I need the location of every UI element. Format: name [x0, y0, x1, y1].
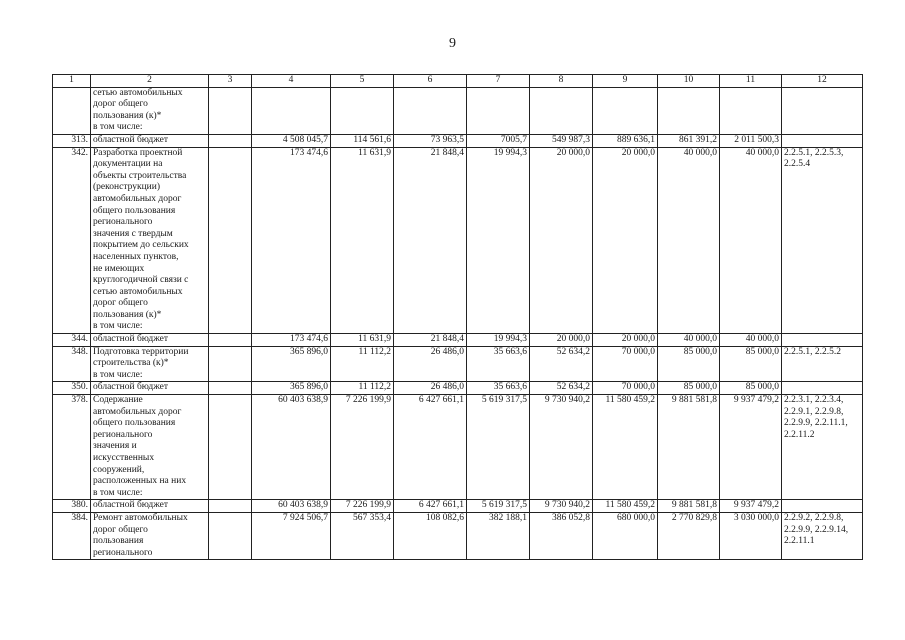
header-cell: 10	[658, 75, 720, 88]
header-cell: 2	[91, 75, 209, 88]
row-name-cell: Содержание автомобильных дорог общего пользования регионального значения и искусственных сооружений, расположенных на них в том числе:	[91, 395, 209, 500]
value-cell: 7005,7	[467, 134, 530, 147]
value-cell: 11 631,9	[331, 334, 394, 347]
row-index-cell: 380.	[53, 500, 91, 513]
empty-cell	[209, 87, 252, 134]
header-cell: 12	[782, 75, 863, 88]
value-cell: 11 112,2	[331, 382, 394, 395]
table-row	[53, 500, 863, 513]
header-cell: 3	[209, 75, 252, 88]
header-cell: 1	[53, 75, 91, 88]
row-index-cell	[53, 87, 91, 134]
value-cell: 35 663,6	[467, 382, 530, 395]
empty-cell	[209, 512, 252, 559]
value-cell: 386 052,8	[530, 512, 593, 559]
row-name-cell: Ремонт автомобильных дорог общего пользования регионального	[91, 512, 209, 559]
header-cell: 8	[530, 75, 593, 88]
value-cell	[658, 87, 720, 134]
value-cell: 5 619 317,5	[467, 500, 530, 513]
header-cell: 11	[720, 75, 782, 88]
reference-cell	[782, 500, 863, 513]
value-cell: 889 636,1	[593, 134, 658, 147]
row-name-cell: областной бюджет	[91, 500, 209, 513]
value-cell: 40 000,0	[658, 334, 720, 347]
value-cell	[530, 87, 593, 134]
value-cell: 108 082,6	[394, 512, 467, 559]
empty-cell	[209, 395, 252, 500]
value-cell: 40 000,0	[720, 334, 782, 347]
value-cell: 2 770 829,8	[658, 512, 720, 559]
header-cell: 4	[252, 75, 331, 88]
value-cell: 11 631,9	[331, 147, 394, 334]
table-row	[53, 382, 863, 395]
reference-cell: 2.2.3.1, 2.2.3.4, 2.2.9.1, 2.2.9.8, 2.2.9.9, 2.2.11.1, 2.2.11.2	[782, 395, 863, 500]
value-cell: 70 000,0	[593, 382, 658, 395]
value-cell: 40 000,0	[720, 147, 782, 334]
table-row	[53, 395, 863, 500]
page-number: 9	[449, 36, 456, 51]
value-cell: 60 403 638,9	[252, 500, 331, 513]
value-cell	[252, 87, 331, 134]
value-cell: 11 112,2	[331, 346, 394, 382]
row-name-cell: Подготовка территории строительства (к)* в том числе:	[91, 346, 209, 382]
value-cell: 114 561,6	[331, 134, 394, 147]
row-index-cell: 350.	[53, 382, 91, 395]
value-cell: 4 508 045,7	[252, 134, 331, 147]
value-cell: 3 030 000,0	[720, 512, 782, 559]
value-cell: 20 000,0	[593, 334, 658, 347]
reference-cell	[782, 134, 863, 147]
value-cell: 19 994,3	[467, 334, 530, 347]
value-cell: 6 427 661,1	[394, 395, 467, 500]
budget-table	[52, 74, 863, 560]
value-cell: 7 924 506,7	[252, 512, 331, 559]
row-name-cell: областной бюджет	[91, 334, 209, 347]
value-cell: 19 994,3	[467, 147, 530, 334]
empty-cell	[209, 134, 252, 147]
table-row	[53, 87, 863, 134]
reference-cell	[782, 334, 863, 347]
value-cell: 382 188,1	[467, 512, 530, 559]
value-cell: 85 000,0	[658, 382, 720, 395]
value-cell: 85 000,0	[658, 346, 720, 382]
row-index-cell: 348.	[53, 346, 91, 382]
table-body	[53, 75, 863, 560]
value-cell: 365 896,0	[252, 382, 331, 395]
value-cell	[394, 87, 467, 134]
table-row	[53, 334, 863, 347]
value-cell: 35 663,6	[467, 346, 530, 382]
header-row	[53, 75, 863, 88]
value-cell: 173 474,6	[252, 147, 331, 334]
value-cell: 26 486,0	[394, 382, 467, 395]
value-cell: 365 896,0	[252, 346, 331, 382]
empty-cell	[209, 346, 252, 382]
value-cell: 6 427 661,1	[394, 500, 467, 513]
value-cell: 9 730 940,2	[530, 500, 593, 513]
value-cell: 680 000,0	[593, 512, 658, 559]
empty-cell	[209, 500, 252, 513]
row-index-cell: 344.	[53, 334, 91, 347]
reference-cell: 2.2.5.1, 2.2.5.2	[782, 346, 863, 382]
row-name-cell: Разработка проектной документации на объекты строительства (реконструкции) автомобильных дорог общего пользования регионального значения с твердым покрытием до сельских населенных пунктов, не имеющих круглогодичной связи с сетью автомобильных дорог общего пользования (к)* в том числе:	[91, 147, 209, 334]
reference-cell: 2.2.9.2, 2.2.9.8, 2.2.9.9, 2.2.9.14, 2.2.11.1	[782, 512, 863, 559]
value-cell: 9 881 581,8	[658, 500, 720, 513]
value-cell: 11 580 459,2	[593, 395, 658, 500]
value-cell: 52 634,2	[530, 346, 593, 382]
reference-cell	[782, 382, 863, 395]
empty-cell	[209, 334, 252, 347]
value-cell	[331, 87, 394, 134]
value-cell: 40 000,0	[658, 147, 720, 334]
reference-cell: 2.2.5.1, 2.2.5.3, 2.2.5.4	[782, 147, 863, 334]
table-row	[53, 512, 863, 559]
value-cell: 60 403 638,9	[252, 395, 331, 500]
value-cell: 26 486,0	[394, 346, 467, 382]
header-cell: 6	[394, 75, 467, 88]
value-cell: 9 730 940,2	[530, 395, 593, 500]
row-index-cell: 378.	[53, 395, 91, 500]
empty-cell	[209, 382, 252, 395]
value-cell: 9 937 479,2	[720, 395, 782, 500]
header-cell: 5	[331, 75, 394, 88]
value-cell: 70 000,0	[593, 346, 658, 382]
value-cell: 85 000,0	[720, 346, 782, 382]
header-cell: 7	[467, 75, 530, 88]
row-name-cell: областной бюджет	[91, 382, 209, 395]
row-index-cell: 384.	[53, 512, 91, 559]
value-cell: 11 580 459,2	[593, 500, 658, 513]
row-name-cell: областной бюджет	[91, 134, 209, 147]
value-cell: 20 000,0	[593, 147, 658, 334]
row-index-cell: 313.	[53, 134, 91, 147]
value-cell: 20 000,0	[530, 334, 593, 347]
value-cell: 549 987,3	[530, 134, 593, 147]
value-cell: 21 848,4	[394, 334, 467, 347]
table-row	[53, 346, 863, 382]
value-cell: 73 963,5	[394, 134, 467, 147]
value-cell	[720, 87, 782, 134]
value-cell	[467, 87, 530, 134]
value-cell: 567 353,4	[331, 512, 394, 559]
table-row	[53, 147, 863, 334]
value-cell	[593, 87, 658, 134]
header-cell: 9	[593, 75, 658, 88]
row-index-cell: 342.	[53, 147, 91, 334]
empty-cell	[209, 147, 252, 334]
reference-cell	[782, 87, 863, 134]
value-cell: 2 011 500,3	[720, 134, 782, 147]
value-cell: 7 226 199,9	[331, 395, 394, 500]
value-cell: 9 937 479,2	[720, 500, 782, 513]
value-cell: 173 474,6	[252, 334, 331, 347]
row-name-cell: сетью автомобильных дорог общего пользования (к)* в том числе:	[91, 87, 209, 134]
value-cell: 7 226 199,9	[331, 500, 394, 513]
value-cell: 52 634,2	[530, 382, 593, 395]
value-cell: 5 619 317,5	[467, 395, 530, 500]
value-cell: 20 000,0	[530, 147, 593, 334]
value-cell: 21 848,4	[394, 147, 467, 334]
value-cell: 85 000,0	[720, 382, 782, 395]
value-cell: 9 881 581,8	[658, 395, 720, 500]
value-cell: 861 391,2	[658, 134, 720, 147]
table-row	[53, 134, 863, 147]
